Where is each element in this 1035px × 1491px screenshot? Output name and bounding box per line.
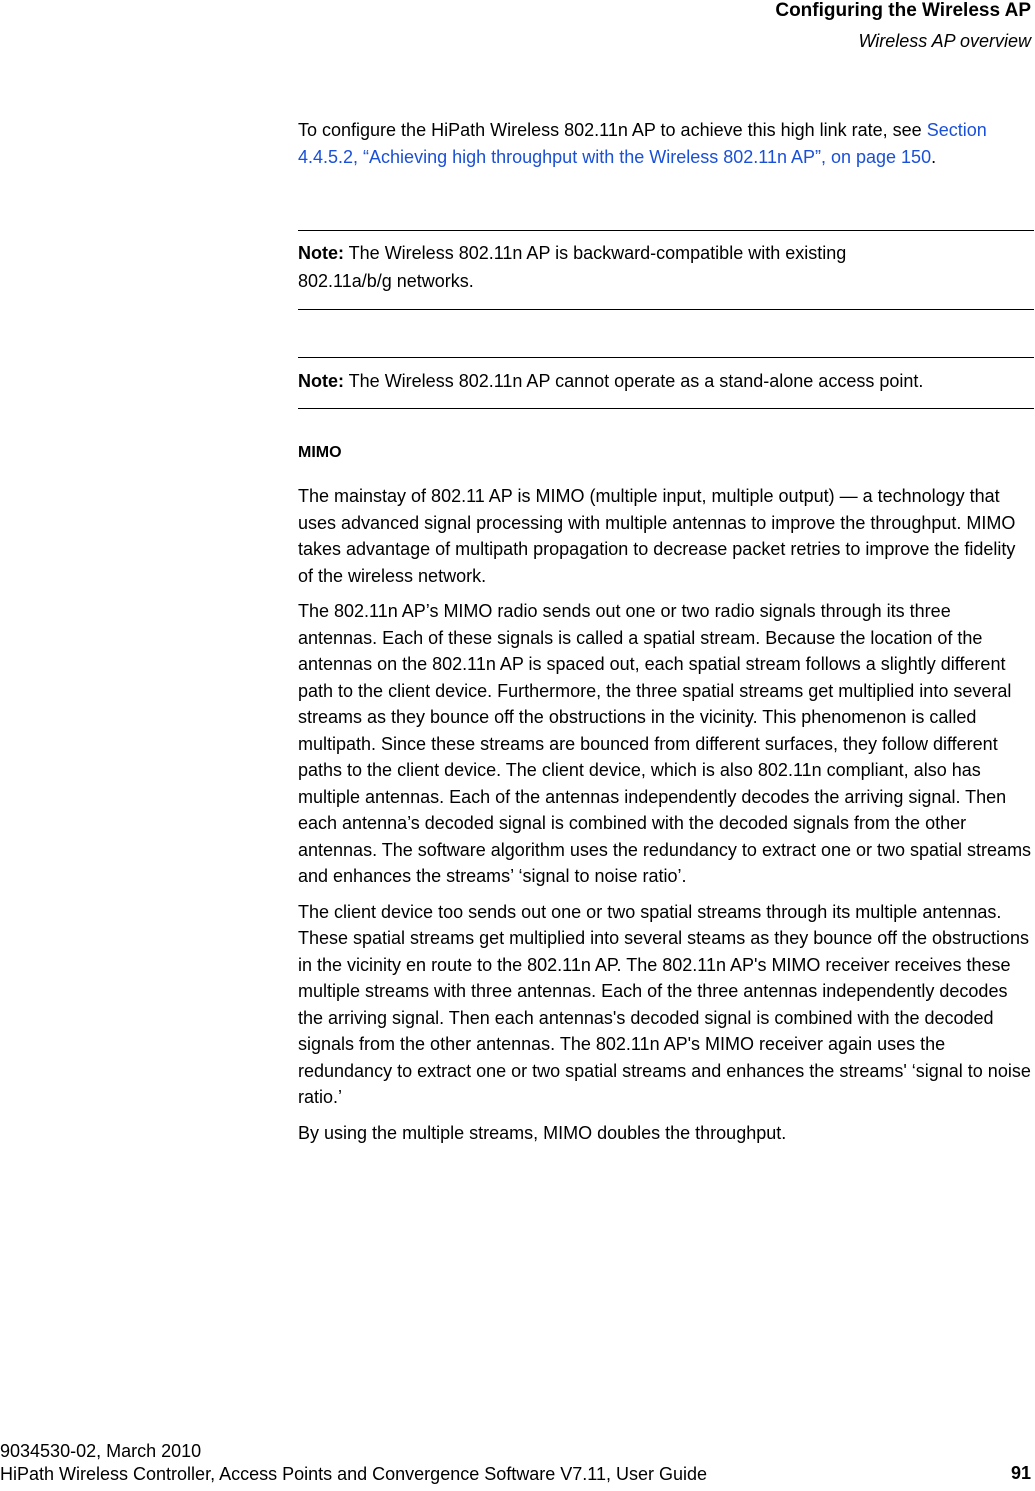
note-standalone	[298, 357, 1034, 409]
intro-period: .	[931, 147, 937, 167]
chapter-title: Configuring the Wireless AP	[775, 0, 1031, 21]
note-text: The Wireless 802.11n AP cannot operate as a stand-alone access point.	[344, 371, 924, 391]
section-title: Wireless AP overview	[858, 31, 1031, 51]
footer-doc-title: HiPath Wireless Controller, Access Points and Convergence Software V7.11, User Guide	[0, 1464, 708, 1484]
note-label: Note:	[298, 371, 344, 391]
footer-doc-id: 9034530-02, March 2010	[0, 1441, 202, 1461]
mimo-paragraph-3: The client device too sends out one or two spatial streams through its multiple antennas. These spatial streams get multiplied into several steams as they bounce off the obstructions in the vicinity en route to the 802.11n AP. The 802.11n AP's MIMO receiver receives these multiple streams with three antennas. Each of the three antennas independently decodes the arriving signal. Then each antennas's decoded signal is combined with the decoded signals from the other antennas. The 802.11n AP's MIMO receiver again uses the redundancy to extract one or two spatial streams and enhances the streams' ‘signal to noise ratio.’	[298, 901, 1031, 1107]
mimo-paragraph-4: By using the multiple streams, MIMO doubles the throughput.	[298, 1122, 787, 1143]
note-label: Note:	[298, 243, 344, 263]
intro-text: To configure the HiPath Wireless 802.11n AP to achieve this high link rate, see	[298, 120, 927, 140]
note-text: The Wireless 802.11n AP is backward-compatible with existing 802.11a/b/g networks.	[298, 243, 847, 291]
mimo-heading: MIMO	[298, 444, 342, 461]
mimo-paragraph-2: The 802.11n AP’s MIMO radio sends out one or two radio signals through its three antennas. Each of these signals is called a spatial stream. Because the location of the antennas on the 802.11n AP is spaced out, each spatial stream follows a slightly different path to the client device. Furthermore, the three spatial streams get multiplied into several streams as they bounce off the obstructions in the vicinity. This phenomenon is called multipath. Since these streams are bounced from different surfaces, they follow different paths to the client device. The client device, which is also 802.11n compliant, also has multiple antennas. Each of the antennas independently decodes the arriving signal. Then each antenna’s decoded signal is combined with the decoded signals from the other antennas. The software algorithm uses the redundancy to extract one or two spatial streams and enhances the streams’ ‘signal to noise ratio’.	[298, 601, 1032, 886]
section-link[interactable]: Section 4.4.5.2, “Achieving high throughput with the Wireless 802.11n AP”, on page 150	[298, 120, 987, 167]
mimo-body	[298, 483, 1034, 1155]
page-number: 91	[1010, 1463, 1031, 1483]
intro-paragraph	[298, 117, 1034, 171]
note-backward-compatible	[298, 230, 1034, 310]
mimo-paragraph-1: The mainstay of 802.11 AP is MIMO (multiple input, multiple output) — a technology that uses advanced signal processing with multiple antennas to improve the throughput. MIMO takes advantage of multipath propagation to decrease packet retries to improve the fidelity of the wireless network.	[298, 486, 1016, 586]
